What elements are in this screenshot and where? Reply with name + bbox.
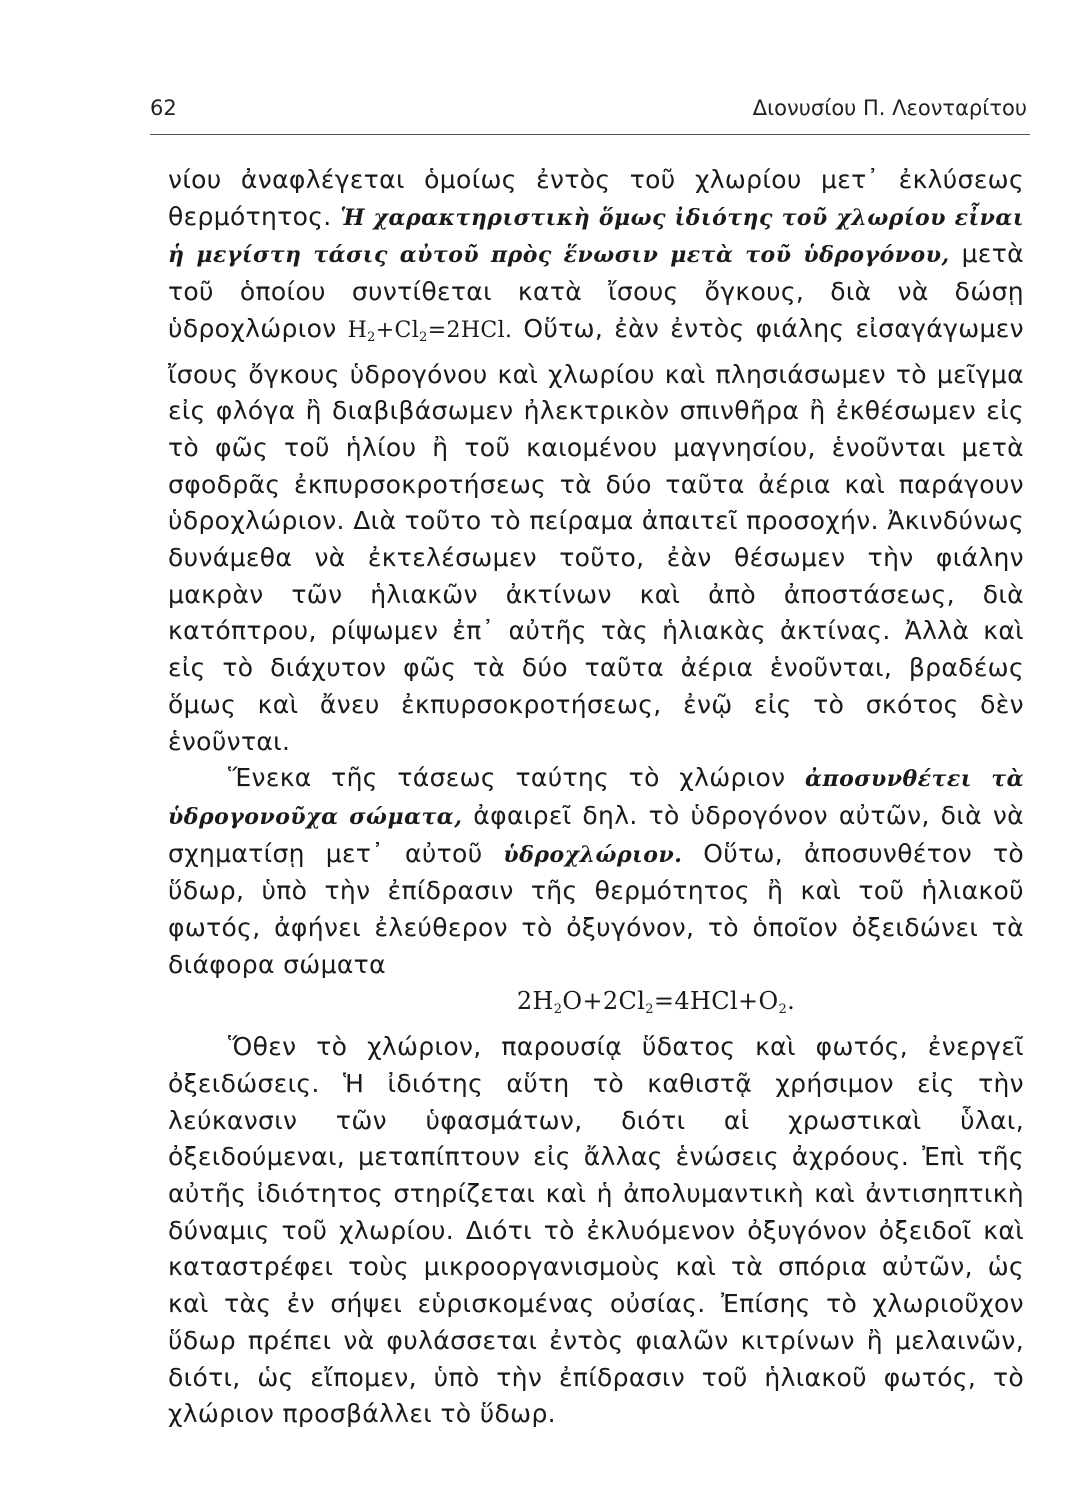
page-header — [150, 96, 1035, 136]
p1-emphasis: Ἡ χαρακτηριστικὴ ὅμως ἰδιότης τοῦ χλωρίου εἶναι ἡ μεγίστη τάσις αὐτοῦ πρὸς ἕνωσιν μετὰ τοῦ ὑδρογόνου, — [168, 204, 1024, 269]
p2-text-3: Οὕτω, ἀποσυνθέτον τὸ ὕδωρ, ὑπὸ τὴν ἐπίδρασιν τῆς θερμότητος ἢ καὶ τοῦ ἡλιακοῦ φωτός, ἀφήνει ἐλεύθερον τὸ ὀξυγόνον, τὸ ὁποῖον ὀξειδώνει τὰ διάφορα σώματα — [168, 838, 1024, 979]
chemical-equation — [168, 983, 1024, 1029]
header-rule — [150, 134, 1030, 135]
body-text — [168, 162, 1024, 1433]
formula-cl-sub: 2 — [419, 329, 428, 345]
eq-sub-b: 2 — [645, 1002, 654, 1018]
running-head: Διονυσίου Π. Λεονταρίτου — [752, 96, 1027, 120]
eq-part-a: 2H — [516, 987, 554, 1016]
p2-emphasis-2: ὑδροχλώριον. — [503, 841, 683, 868]
paragraph-2 — [168, 760, 1024, 983]
paragraph-1 — [168, 162, 1024, 760]
page-number: 62 — [150, 96, 177, 120]
p2-emphasis-1: ἀποσυνθέτει τὰ ὑδρογονοῦχα σώματα, — [168, 766, 1024, 830]
paragraph-3: Ὅθεν τὸ χλώριον, παρουσίᾳ ὕδατος καὶ φωτός, ἐνεργεῖ ὀξειδώσεις. Ἡ ἰδιότης αὕτη τὸ καθιστᾷ χρήσιμον εἰς τὴν λεύκανσιν τῶν ὑφασμάτων, διότι αἱ χρωστικαὶ ὗλαι, ὀξειδούμεναι, μεταπίπτουν εἰς ἄλλας ἑνώσεις ἀχρόους. Ἐπὶ τῆς αὐτῆς ἰδιότητος στηρίζεται καὶ ἡ ἀπολυμαντικὴ καὶ ἀντισηπτικὴ δύναμις τοῦ χλωρίου. Διότι τὸ ἐκλυόμενον ὀξυγόνον ὀξειδοῖ καὶ καταστρέφει τοὺς μικροοργανισμοὺς καὶ τὰ σπόρια αὐτῶν, ὡς καὶ τὰς ἐν σήψει εὑρισκομένας οὐσίας. Ἐπίσης τὸ χλωριοῦχον ὕδωρ πρέπει νὰ φυλάσσεται ἐντὸς φιαλῶν κιτρίνων ἢ μελαινῶν, διότι, ὡς εἴπομεν, ὑπὸ τὴν ἐπίδρασιν τοῦ ἡλιακοῦ φωτός, τὸ χλώριον προσβάλλει τὸ ὕδωρ. — [168, 1032, 1024, 1429]
p2-text-2: ἀφαιρεῖ δηλ. τὸ ὑδρογόνον αὐτῶν, διὰ νὰ σχηματίσῃ μετ᾽ αὐτοῦ — [168, 800, 1025, 868]
eq-part-b: O+2Cl — [562, 987, 646, 1016]
formula-cl: +Cl — [375, 317, 420, 343]
inline-formula — [348, 318, 513, 343]
p1-text-3: Οὕτω, ἐὰν ἐντὸς φιάλης εἰσαγάγωμεν ἴσους ὄγκους ὑδρογόνου καὶ χλωρίου καὶ πλησιάσωμεν τὸ μεῖγμα εἰς φλόγα ἢ διαβιβάσωμεν ἠλεκτρικὸν σπινθῆρα ἢ ἐκθέσωμεν εἰς τὸ φῶς τοῦ ἡλίου ἢ τοῦ καιομένου μαγνησίου, ἑνοῦνται μετὰ σφοδρᾶς ἐκπυρσοκροτήσεως τὰ δύο ταῦτα ἀέρια καὶ παράγουν ὑδροχλώριον. Διὰ τοῦτο τὸ πείραμα ἀπαιτεῖ προσοχήν. Ἀκινδύνως δυνάμεθα νὰ ἐκτελέσωμεν τοῦτο, ἐὰν θέσωμεν τὴν φιάλην μακρὰν τῶν ἡλιακῶν ἀκτίνων καὶ ἀπὸ ἀποστάσεως, διὰ κατόπτρου, ρίψωμεν ἐπ᾽ αὐτῆς τὰς ἡλιακὰς ἀκτίνας. Ἀλλὰ καὶ εἰς τὸ διάχυτον φῶς τὰ δύο ταῦτα ἀέρια ἑνοῦνται, βραδέως ὅμως καὶ ἄνευ ἐκπυρσοκροτήσεως, ἐνῷ εἰς τὸ σκότος δὲν ἑνοῦνται. — [168, 313, 1024, 756]
formula-hcl: =2HCl. — [427, 317, 513, 343]
p2-text-1: Ἕνεκα τῆς τάσεως ταύτης τὸ χλώριον — [228, 763, 806, 793]
p1-text-2: μετὰ τοῦ ὁποίου συντίθεται κατὰ ἴσους ὄγκους, διὰ νὰ δώσῃ ὑδροχλώριον — [168, 239, 1024, 343]
formula-h: H — [347, 317, 368, 343]
p1-text-1: νίου ἀναφλέγεται ὁμοίως ἐντὸς τοῦ χλωρίου μετ᾽ ἐκλύσεως θερμότητος. — [168, 165, 1024, 231]
eq-sub-c: 2 — [778, 1002, 788, 1018]
formula-h-sub: 2 — [367, 329, 376, 345]
eq-sub-a: 2 — [553, 1002, 563, 1018]
eq-part-d: . — [787, 987, 796, 1016]
eq-part-c: =4HCl+O — [653, 987, 779, 1016]
